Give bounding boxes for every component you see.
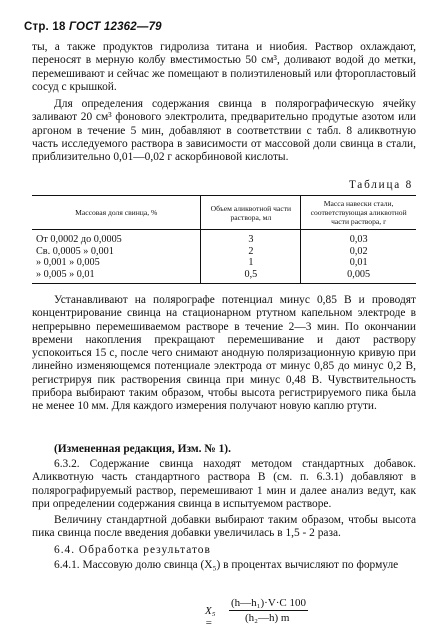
table-cell: 0,03	[301, 230, 416, 246]
table-cell: Св. 0,0005 » 0,001	[36, 245, 114, 257]
table-cell: » 0,005 » 0,01	[32, 269, 201, 284]
paragraph-continuation: ты, а также продуктов гидролиза титана и ниобия. Раствор охлаждают, переносят в мерную колбу вместимостью 50 см³, доливают водой до метки, перемешивают и сейчас же помещают в полиэтиленовый или фторопластовый сосуд с крышкой.	[32, 41, 416, 93]
paragraph-procedure: Устанавливают на полярографе потенциал минус 0,85 В и проводят концентрирование свинца на стационарном ртутном капельном электроде в непрерывно перемешиваемом растворе в течение 2—3 мин. По окончании времени накопления прекращают перемешивание и дают раствору успокоиться 15 с, после чего снимают анодную поляризационную кривую при линейно изменяющемся потенциале электрода от минус 0,85 до минус 0,2 В, регистрируя пик растворения свинца при минус 0,48 В. Чувствительность прибора выбирают таким образом, чтобы высота регистрируемого пика была не менее 10 мм. Для каждого измерения получают новую каплю ртути.	[32, 294, 416, 413]
table-row	[32, 257, 416, 269]
table-cell: » 0,001 » 0,005	[36, 257, 100, 269]
revision-note: (Измененная редакция, Изм. № 1).	[54, 443, 231, 455]
formula-denominator: (h₂—h) m	[245, 612, 290, 624]
page-header	[24, 21, 162, 33]
table-caption: Таблица 8	[348, 179, 413, 191]
table-cell: 2	[201, 246, 301, 258]
paragraph-cell-preparation: Для определения содержания свинца в полярографическую ячейку заливают 20 см³ фонового электролита, предварительно продутые азотом или аргоном в течение 5 мин, добавляют в соответствии с табл. 8 аликвотную часть исследуемого раствора в зависимости от массовой доли свинца в стали, приблизительно 0,01—0,02 г аскорбиновой кислоты.	[32, 98, 416, 164]
paragraph-6-4-1: 6.4.1. Массовую долю свинца (X₅) в процентах вычисляют по формуле	[54, 559, 399, 571]
page-number: Стр. 18	[24, 21, 66, 33]
section-heading-6-4: 6.4. Обработка результатов	[54, 544, 211, 556]
table-cell: От 0,0002 до 0,0005	[36, 234, 122, 245]
column-header-mass-fraction: Массовая доля свинца, %	[32, 196, 201, 230]
formula-numerator: (h—h₁)·V·C 100	[231, 597, 307, 609]
table-cell: 1	[201, 257, 301, 269]
paragraph-6-3-2: 6.3.2. Содержание свинца находят методом стандартных добавок. Аликвотную часть стандартного раствора В (см. п. 6.3.1) добавляют в полярографируемый раствор, перемешивают 1 мин и далее анализ ведут, как при определении содержания свинца в испытуемом растворе.	[32, 458, 416, 510]
column-header-aliquot-volume: Объем аликвотной части раствора, мл	[201, 196, 301, 230]
table-row	[32, 230, 416, 246]
paragraph-standard-addition: Величину стандартной добавки выбирают таким образом, чтобы высота пика свинца после введения добавки увеличилась в 1,5 - 2 раза.	[32, 514, 416, 540]
column-header-sample-mass: Масса навески стали, соответствующая аликвотной части раствора, г	[301, 196, 416, 230]
table-row	[32, 246, 416, 258]
table-cell: 0,5	[201, 269, 301, 284]
aliquot-table	[32, 195, 416, 284]
table-cell: 0,005	[301, 269, 416, 284]
table-cell: 0,01	[301, 257, 416, 269]
standard-number: ГОСТ 12362—79	[68, 21, 162, 33]
formula-lhs: X₅ =	[205, 605, 216, 629]
table-cell: 3	[201, 230, 301, 246]
table-row	[32, 269, 416, 284]
table-cell: 0,02	[301, 246, 416, 258]
table-header-row	[32, 196, 416, 230]
